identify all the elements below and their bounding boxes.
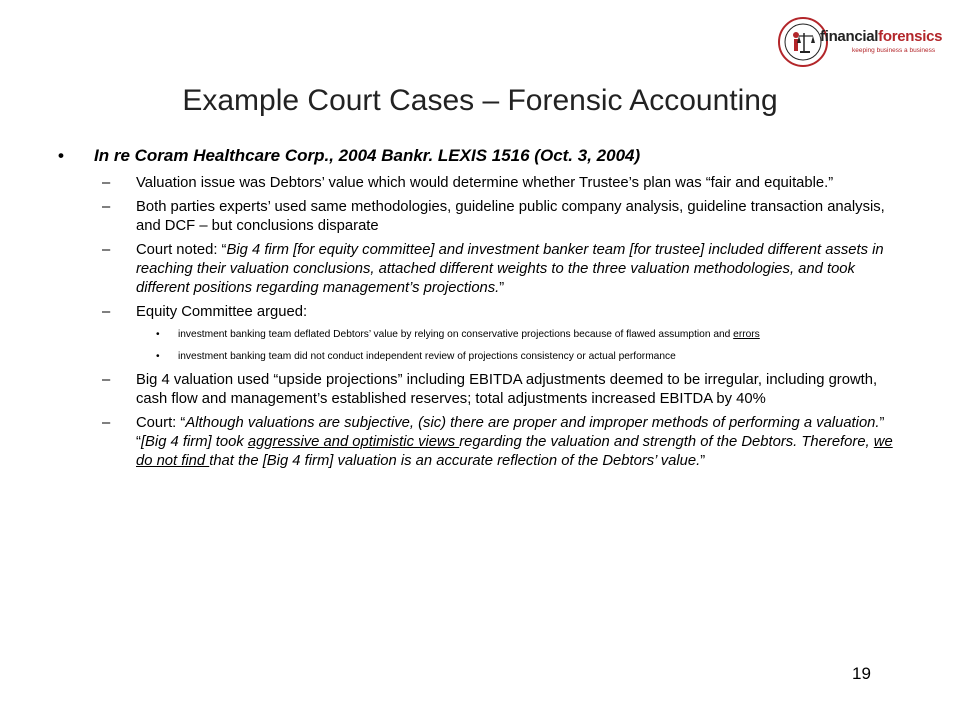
dash-icon: – — [102, 415, 111, 431]
subpoint-deflated-value: • investment banking team deflated Debtors’ value by relying on conservative projections because of flawed assumption and errors — [156, 329, 760, 340]
court-quote: Big 4 firm [for equity committee] and investment banker team [for trustee] included different assets in reaching their valuation conclusions, attached different weights to the three valuation methodologies, and took different positions regarding management’s projections. — [136, 242, 884, 296]
dash-icon: – — [102, 199, 111, 215]
point-methodologies: – Both parties experts’ used same methodologies, guideline public company analysis, guideline transaction analysis, and DCF – but conclusions disparate — [102, 199, 885, 234]
dash-icon: – — [102, 175, 111, 191]
slide-title: Example Court Cases – Forensic Accounting — [182, 84, 778, 117]
slide-body — [56, 146, 906, 476]
logo-tagline: keeping business a business — [852, 47, 936, 54]
underlined-phrase: aggressive and optimistic views — [247, 434, 460, 450]
point-valuation-issue: – Valuation issue was Debtors’ value which would determine whether Trustee’s plan was “fair and equitable.” — [102, 175, 834, 191]
dash-icon: – — [102, 242, 111, 258]
point-upside-projections: – Big 4 valuation used “upside projections” including EBITDA adjustments deemed to be irregular, including growth, cash flow and management’s established reserves; total adjustments increased EBITDA by 40% — [102, 372, 878, 407]
bullet-icon: • — [58, 146, 64, 165]
subpoint-no-independent-review: • investment banking team did not conduct independent review of projections consistency or actual performance — [156, 351, 676, 362]
bullet-icon: • — [156, 329, 160, 340]
financial-forensics-logo — [772, 14, 942, 70]
dash-icon: – — [102, 304, 111, 320]
bullet-icon: • — [156, 351, 160, 362]
point-court-noted: – Court noted: “Big 4 firm [for equity committee] and investment banker team [for trustee] included different assets in reaching their valuation conclusions, attached different weights to the three valuation methodologies, and took different positions regarding management’s projections.” — [102, 242, 884, 296]
logo-wordmark: financialforensics — [820, 28, 943, 45]
point-equity-committee: – Equity Committee argued: — [102, 304, 308, 320]
point-court-conclusion: – Court: “Although valuations are subjective, (sic) there are proper and improper methods of performing a valuation.” “[Big 4 firm] took aggressive and optimistic views regarding the valuation and strength of the Debtors. Therefore, we do not find that the [Big 4 firm] valuation is an accurate reflection of the Debtors’ value.” — [102, 415, 893, 469]
dash-icon: – — [102, 372, 111, 388]
page-number: 19 — [852, 664, 871, 683]
case-citation: • In re Coram Healthcare Corp., 2004 Bankr. LEXIS 1516 (Oct. 3, 2004) — [58, 146, 641, 165]
underlined-phrase: we do not find — [136, 434, 893, 469]
